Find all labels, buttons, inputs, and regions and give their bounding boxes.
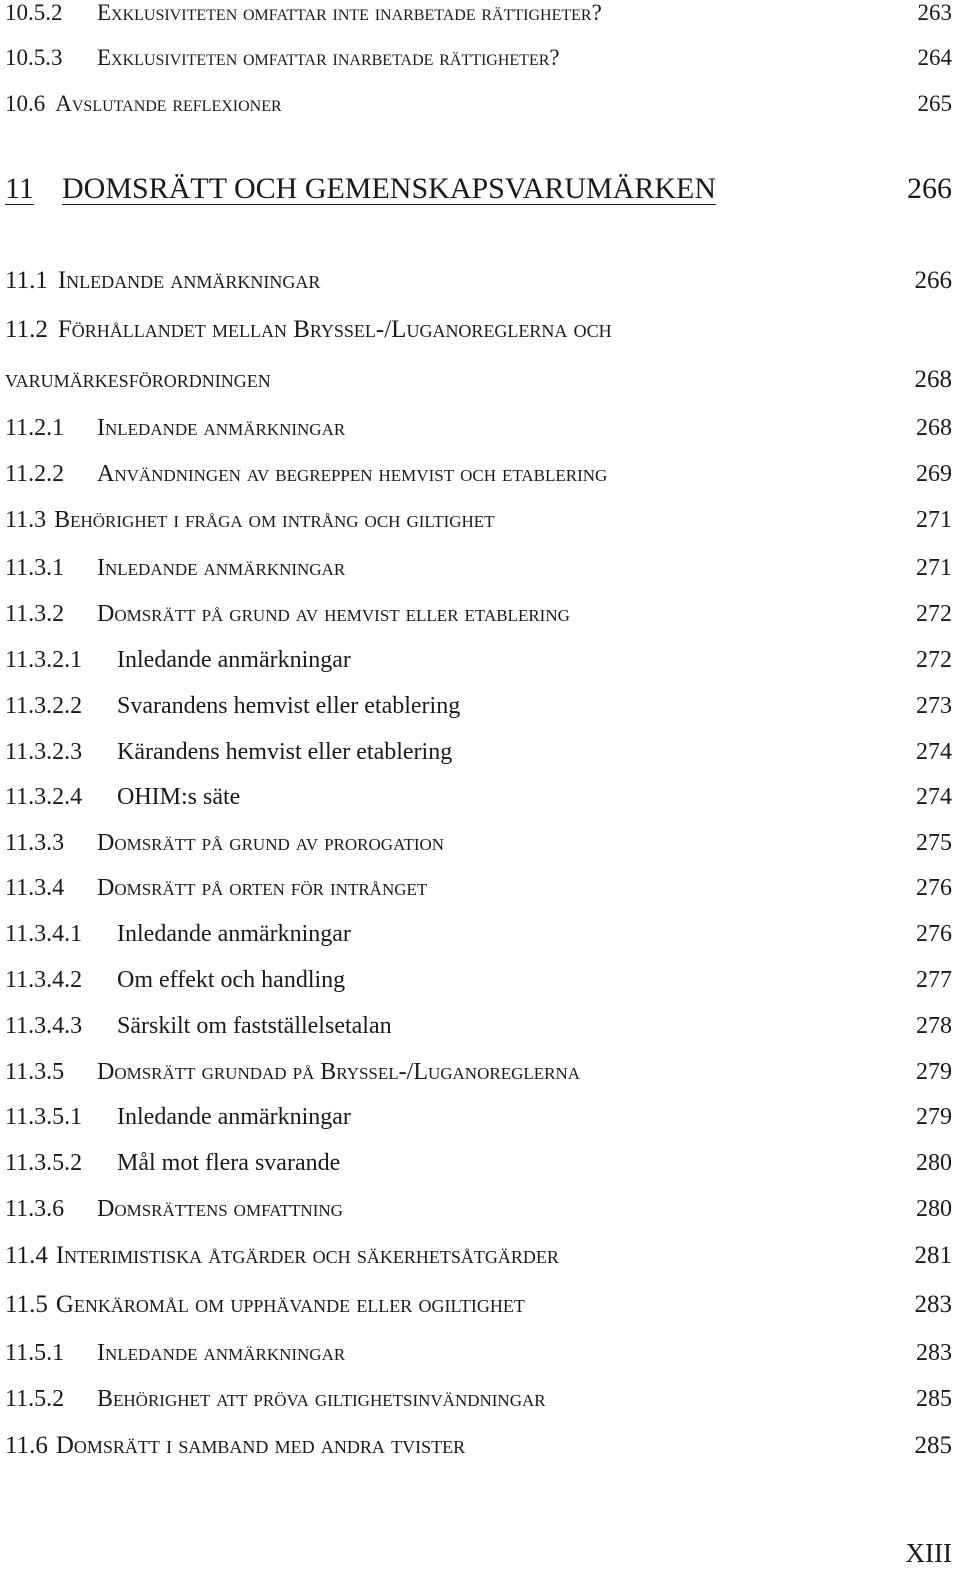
toc-entry-title: Förhållandet mellan Bryssel-/Luganoreglerna och (57, 316, 612, 343)
toc-entry-title: Behörighet att pröva giltighetsinvändningar (97, 1386, 546, 1412)
toc-entry-page: 281 (914, 1242, 952, 1269)
toc-entry-title: Exklusiviteten omfattar inte inarbetade rättigheter? (97, 0, 602, 25)
toc-entry (5, 921, 952, 948)
toc-entry-title: Domsrätt i samband med andra tvister (55, 1432, 466, 1459)
toc-entry-number: 11.5 (5, 1291, 48, 1318)
toc-entry (5, 875, 952, 902)
toc-entry (5, 739, 952, 766)
toc-entry (5, 461, 952, 488)
toc-entry-title: Domsrätt på grund av prorogation (97, 830, 445, 856)
toc-entry-page: 269 (916, 461, 952, 487)
toc-entry-title: Exklusiviteten omfattar inarbetade rättigheter? (97, 45, 560, 70)
toc-entry-page: 271 (916, 507, 952, 533)
toc-entry-page: 277 (916, 967, 952, 993)
toc-entry (5, 316, 952, 344)
toc-entry-number: 11.3.6 (5, 1196, 65, 1222)
toc-entry (5, 1013, 952, 1040)
toc-entry-title: varumärkesförordningen (5, 366, 271, 393)
toc-entry (5, 507, 952, 534)
toc-entry-page: 280 (916, 1150, 952, 1176)
toc-entry-title: Inledande anmärkningar (117, 1104, 351, 1130)
toc-entry-page: 266 (914, 267, 952, 294)
toc-entry-title: Domsrättens omfattning (97, 1196, 343, 1222)
toc-entry-page: 283 (914, 1291, 952, 1318)
toc-entry-title: Kärandens hemvist eller etablering (117, 739, 453, 765)
toc-entry-number: 11.3.2.1 (5, 647, 83, 673)
toc-entry-title: Svarandens hemvist eller etablering (117, 693, 461, 719)
page-folio: XIII (905, 1538, 952, 1568)
toc-entry-number: 10.6 (5, 91, 46, 116)
toc-entry (5, 1196, 952, 1223)
toc-entry (5, 1150, 952, 1177)
toc-entry (5, 1340, 952, 1367)
toc-entry-number: 10.5.3 (5, 45, 63, 70)
toc-entry-title: Mål mot flera svarande (117, 1150, 341, 1176)
toc-entry-number: 11 (5, 172, 34, 205)
toc-entry-title: Inledande anmärkningar (57, 267, 321, 294)
toc-entry-number: 11.3 (5, 507, 47, 533)
toc-entry-title: Avslutande reflexioner (55, 91, 282, 116)
toc-entry (5, 1242, 952, 1270)
toc-entry-continuation (5, 366, 952, 394)
toc-entry-page: 274 (916, 784, 952, 810)
toc-entry-title: Genkäromål om upphävande eller ogiltighet (55, 1291, 525, 1318)
toc-entry-number: 11.3.1 (5, 555, 65, 581)
toc-entry-title: Inledande anmärkningar (97, 415, 346, 441)
toc-entry-page: 279 (916, 1104, 952, 1130)
toc-entry-page: 275 (916, 830, 952, 856)
toc-entry-title: DOMSRÄTT OCH GEMENSKAPSVARUMÄRKEN (62, 172, 716, 205)
toc-entry-page: 278 (916, 1013, 952, 1039)
toc-entry-page: 274 (916, 739, 952, 765)
toc-entry-number: 11.5.1 (5, 1340, 65, 1366)
toc-entry-title: OHIM:s säte (117, 784, 241, 810)
toc-entry (5, 1104, 952, 1131)
toc-entry-page: 271 (916, 555, 952, 581)
toc-entry-number: 11.6 (5, 1432, 48, 1459)
toc-entry-page: 276 (916, 875, 952, 901)
toc-entry-number: 11.5.2 (5, 1386, 65, 1412)
toc-entry-page: 283 (916, 1340, 952, 1366)
toc-entry-title: Inledande anmärkningar (117, 921, 351, 947)
toc-entry-title: Särskilt om fastställelsetalan (117, 1013, 392, 1039)
toc-entry-page: 263 (917, 0, 952, 25)
toc-entry-title: Domsrätt på grund av hemvist eller etablering (97, 601, 570, 627)
toc-entry-number: 11.1 (5, 267, 48, 294)
toc-entry-number: 11.3.4 (5, 875, 65, 901)
toc-entry-number: 11.3.2.4 (5, 784, 83, 810)
toc-entry-title: Inledande anmärkningar (97, 555, 346, 581)
toc-entry (5, 415, 952, 442)
toc-entry (5, 1432, 952, 1460)
toc-entry-page: 279 (916, 1059, 952, 1085)
toc-entry-page: 285 (916, 1386, 952, 1412)
toc-entry-page: 268 (914, 366, 952, 393)
toc-entry-page: 272 (916, 601, 952, 627)
toc-entry-number: 11.3.5 (5, 1059, 65, 1085)
toc-entry-title: Domsrätt på orten för intrånget (97, 875, 428, 901)
toc-entry-number: 11.4 (5, 1242, 48, 1269)
toc-entry-page: 268 (916, 415, 952, 441)
toc-entry-page: 276 (916, 921, 952, 947)
toc-entry-number: 11.3.4.3 (5, 1013, 83, 1039)
toc-entry-number: 11.3.4.2 (5, 967, 83, 993)
toc-entry-page: 264 (917, 45, 952, 70)
toc-entry-page: 266 (907, 172, 952, 205)
toc-entry-number: 11.3.5.1 (5, 1104, 83, 1130)
toc-entry-page: 272 (916, 647, 952, 673)
toc-entry (5, 967, 952, 994)
toc-entry (5, 601, 952, 628)
toc-entry-number: 11.3.3 (5, 830, 65, 856)
toc-entry (5, 91, 952, 117)
toc-entry (5, 647, 952, 674)
toc-entry-page: 273 (916, 693, 952, 719)
toc-chapter-heading (5, 172, 952, 206)
toc-entry-number: 11.2.1 (5, 415, 65, 441)
toc-entry-number: 11.3.2.2 (5, 693, 83, 719)
toc-entry (5, 1291, 952, 1319)
toc-entry-title: Inledande anmärkningar (117, 647, 351, 673)
toc-entry (5, 555, 952, 582)
toc-entry (5, 784, 952, 811)
toc-entry-number: 11.3.5.2 (5, 1150, 83, 1176)
toc-entry-page: 280 (916, 1196, 952, 1222)
toc-entry (5, 1059, 952, 1086)
toc-entry-title: Användningen av begreppen hemvist och etablering (97, 461, 608, 487)
toc-entry-page: 285 (914, 1432, 952, 1459)
toc-entry-number: 11.2 (5, 316, 48, 343)
toc-entry-number: 11.2.2 (5, 461, 65, 487)
toc-entry (5, 0, 952, 26)
toc-entry-number: 11.3.4.1 (5, 921, 83, 947)
toc-entry-number: 11.3.2.3 (5, 739, 83, 765)
toc-entry-title: Domsrätt grundad på Bryssel-/Luganoreglerna (97, 1059, 581, 1085)
toc-entry (5, 830, 952, 857)
toc-entry-number: 10.5.2 (5, 0, 63, 25)
toc-entry-page: 265 (917, 91, 952, 116)
toc-entry (5, 267, 952, 295)
toc-entry-title: Inledande anmärkningar (97, 1340, 346, 1366)
toc-entry (5, 45, 952, 71)
toc-entry-title: Interimistiska åtgärder och säkerhetsåtgärder (55, 1242, 559, 1269)
toc-entry-title: Om effekt och handling (117, 967, 346, 993)
toc-entry (5, 693, 952, 720)
toc-entry-number: 11.3.2 (5, 601, 65, 627)
toc-entry (5, 1386, 952, 1413)
toc-entry-title: Behörighet i fråga om intrång och giltighet (54, 507, 495, 533)
